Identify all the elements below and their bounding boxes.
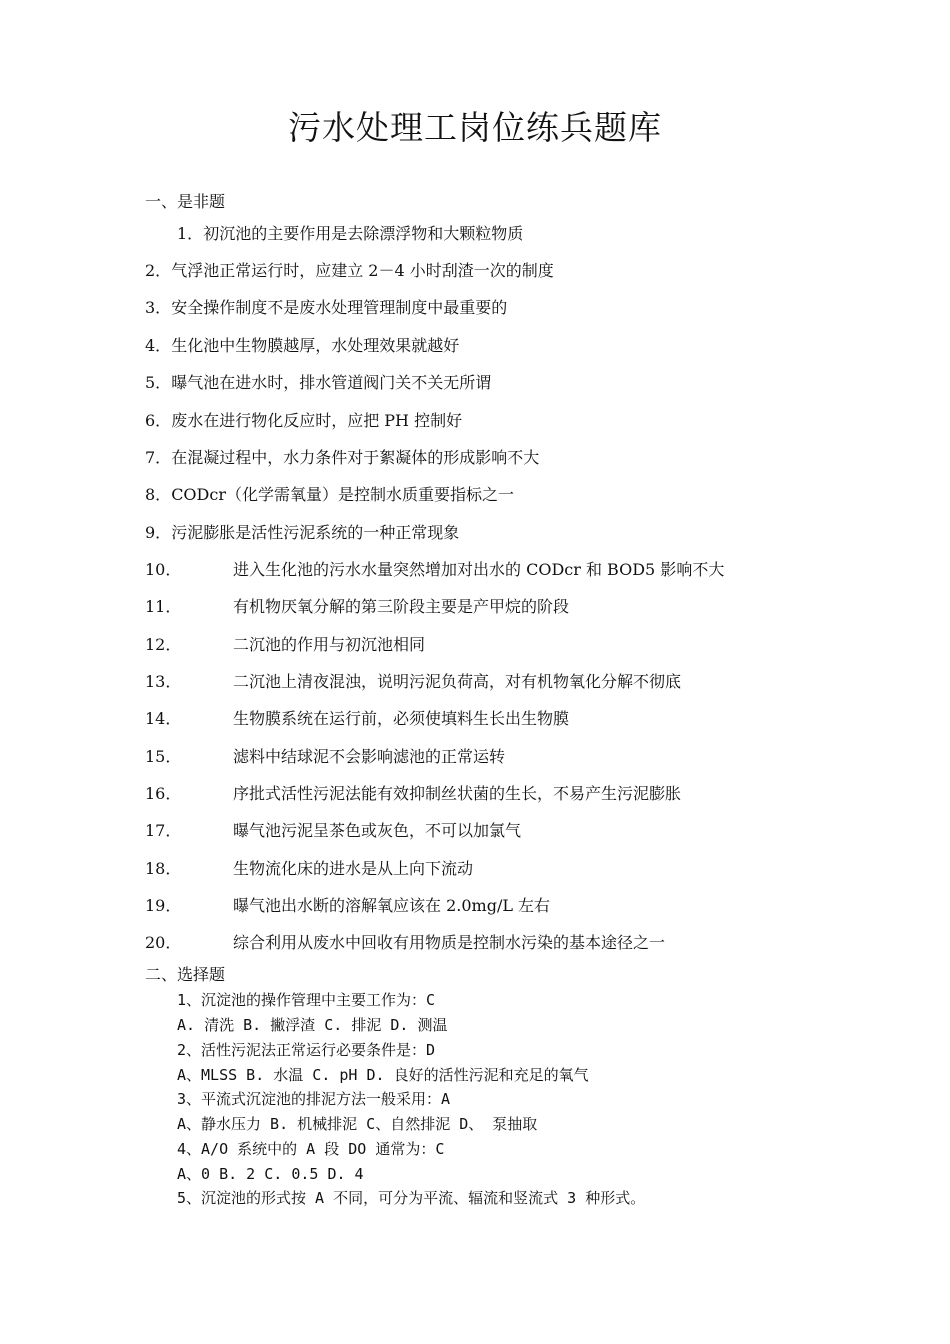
section-heading-true-false: 一、是非题 [145,192,226,211]
mc-options: A、静水压力 B. 机械排泥 C、自然排泥 D、 泵抽取 [177,1115,538,1133]
question-item [145,635,425,655]
question-item [145,261,554,281]
question-text: 初沉池的主要作用是去除漂浮物和大颗粒物质 [203,224,524,243]
question-number: 12． [145,635,182,654]
question-number: 7． [145,448,172,467]
question-text: 曝气池污泥呈茶色或灰色，不可以加氯气 [233,821,522,840]
question-text: 生物流化床的进水是从上向下流动 [233,859,474,878]
question-text: 曝气池在进水时，排水管道阀门关不关无所谓 [171,373,492,392]
question-text: 二沉池的作用与初沉池相同 [233,635,426,654]
question-text: CODcr（化学需氧量）是控制水质重要指标之一 [171,485,514,504]
question-number: 6． [145,411,172,430]
question-item [145,560,724,580]
question-item [145,485,514,505]
question-number: 18． [145,859,182,878]
question-item [145,821,521,841]
question-number: 1． [177,224,204,243]
question-text: 有机物厌氧分解的第三阶段主要是产甲烷的阶段 [233,597,570,616]
question-item [145,373,491,393]
question-number: 3． [145,298,172,317]
mc-options: A、0 B. 2 C. 0.5 D. 4 [177,1165,364,1183]
question-item [145,411,462,431]
question-number: 2． [145,261,172,280]
question-text: 安全操作制度不是废水处理管理制度中最重要的 [171,298,508,317]
question-item [145,747,505,767]
question-text: 二沉池上清夜混浊，说明污泥负荷高，对有机物氧化分解不彻底 [233,672,682,691]
section-heading-multiple-choice: 二、选择题 [145,965,226,984]
question-text: 污泥膨胀是活性污泥系统的一种正常现象 [171,523,460,542]
question-text: 生化池中生物膜越厚，水处理效果就越好 [171,336,460,355]
question-item [145,597,569,617]
question-text: 生物膜系统在运行前，必须使填料生长出生物膜 [233,709,570,728]
question-number: 17． [145,821,182,840]
mc-question: 1、沉淀池的操作管理中主要工作为：C [177,991,436,1009]
question-item [145,298,507,318]
question-text: 气浮池正常运行时，应建立 2－4 小时刮渣一次的制度 [171,261,554,280]
question-item [145,709,569,729]
question-item [145,859,473,879]
question-number: 13． [145,672,182,691]
question-item [145,896,550,916]
mc-options: A. 清洗 B. 撇浮渣 C. 排泥 D. 测温 [177,1016,448,1034]
question-number: 20． [145,933,182,952]
question-number: 8． [145,485,172,504]
question-item [145,336,459,356]
question-text: 进入生化池的污水水量突然增加对出水的 CODcr 和 BOD5 影响不大 [233,560,725,579]
document-title: 污水处理工岗位练兵题库 [288,108,662,147]
question-text: 综合利用从废水中回收有用物质是控制水污染的基本途径之一 [233,933,666,952]
question-number: 5． [145,373,172,392]
question-number: 19． [145,896,182,915]
mc-options: A、MLSS B. 水温 C. pH D. 良好的活性污泥和充足的氧气 [177,1066,589,1084]
mc-question: 4、A/O 系统中的 A 段 DO 通常为：C [177,1140,445,1158]
question-item [145,672,681,692]
question-item [145,933,665,953]
mc-question: 3、平流式沉淀池的排泥方法一般采用：A [177,1090,451,1108]
question-item [145,523,459,543]
question-item [145,448,539,468]
question-text: 在混凝过程中，水力条件对于絮凝体的形成影响不大 [171,448,540,467]
question-number: 16． [145,784,182,803]
question-number: 4． [145,336,172,355]
question-item [177,224,523,244]
mc-question: 5、沉淀池的形式按 A 不同，可分为平流、辐流和竖流式 3 种形式。 [177,1189,646,1207]
question-item [145,784,681,804]
question-number: 9． [145,523,172,542]
question-number: 15． [145,747,182,766]
question-number: 10． [145,560,182,579]
question-text: 滤料中结球泥不会影响滤池的正常运转 [233,747,506,766]
question-number: 14． [145,709,182,728]
question-text: 序批式活性污泥法能有效抑制丝状菌的生长，不易产生污泥膨胀 [233,784,682,803]
question-number: 11． [145,597,182,616]
question-text: 曝气池出水断的溶解氧应该在 2.0mg/L 左右 [233,896,551,915]
mc-question: 2、活性污泥法正常运行必要条件是：D [177,1041,436,1059]
question-text: 废水在进行物化反应时，应把 PH 控制好 [171,411,463,430]
